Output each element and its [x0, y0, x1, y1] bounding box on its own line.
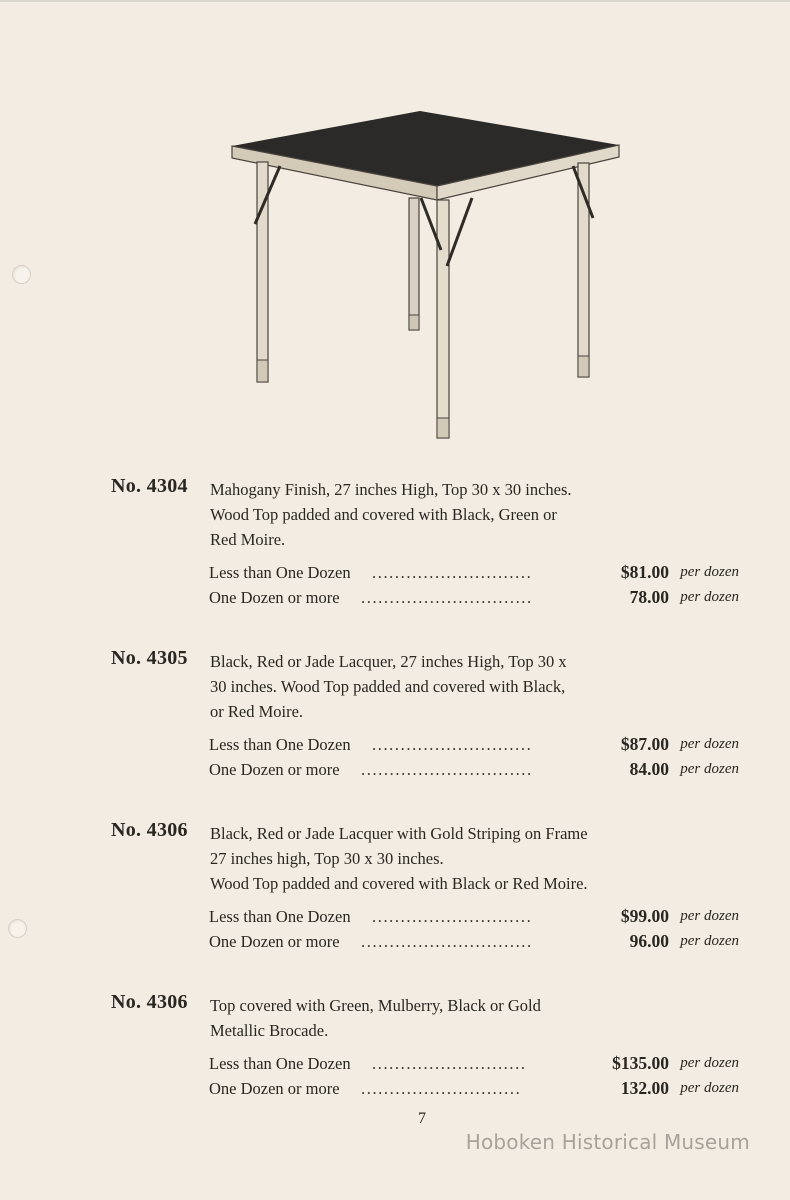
- price-unit: per dozen: [680, 736, 739, 752]
- description-line: Top covered with Green, Mulberry, Black or Gold: [210, 996, 541, 1015]
- price-label: Less than One Dozen: [209, 563, 351, 582]
- price-leader: ...........................: [372, 1054, 527, 1073]
- price-row-less-than-dozen: [209, 735, 739, 757]
- price-leader: ............................: [372, 563, 533, 582]
- folding-card-table-illustration: [225, 100, 630, 445]
- price-value: 84.00: [629, 759, 669, 779]
- price-value: 132.00: [620, 1078, 669, 1098]
- price-label: One Dozen or more: [209, 932, 340, 951]
- price-unit: per dozen: [680, 1055, 739, 1071]
- description-line: Wood Top padded and covered with Black, Green or: [210, 505, 557, 524]
- price-row-dozen-or-more: [209, 1079, 739, 1101]
- price-value: 78.00: [629, 587, 669, 607]
- description-line: Wood Top padded and covered with Black or Red Moire.: [210, 874, 588, 893]
- price-label: One Dozen or more: [209, 588, 340, 607]
- price-label: One Dozen or more: [209, 1079, 340, 1098]
- product-number: No. 4304: [111, 475, 188, 497]
- top-rule: [0, 0, 790, 2]
- price-unit: per dozen: [680, 761, 739, 777]
- product-description: [210, 649, 650, 724]
- museum-watermark: Hoboken Historical Museum: [465, 1130, 750, 1154]
- description-line: Metallic Brocade.: [210, 1021, 329, 1040]
- description-line: or Red Moire.: [210, 702, 304, 721]
- price-value: 96.00: [629, 931, 669, 951]
- price-row-less-than-dozen: [209, 907, 739, 929]
- product-number: No. 4305: [111, 647, 188, 669]
- price-leader: ............................: [372, 907, 533, 926]
- price-leader: ............................: [361, 1079, 522, 1098]
- price-leader: ..............................: [361, 588, 533, 607]
- product-number: No. 4306: [111, 991, 188, 1013]
- description-line: Red Moire.: [210, 530, 286, 549]
- price-label: Less than One Dozen: [209, 1054, 351, 1073]
- punch-hole-bottom: [8, 919, 27, 938]
- price-unit: per dozen: [680, 1080, 739, 1096]
- product-description: [210, 821, 650, 896]
- description-line: Mahogany Finish, 27 inches High, Top 30 x 30 inches.: [210, 480, 572, 499]
- price-unit: per dozen: [680, 564, 739, 580]
- price-value: $99.00: [620, 906, 669, 926]
- description-line: 27 inches high, Top 30 x 30 inches.: [210, 849, 444, 868]
- description-line: 30 inches. Wood Top padded and covered with Black,: [210, 677, 566, 696]
- price-value: $135.00: [612, 1053, 669, 1073]
- price-leader: ..............................: [361, 932, 533, 951]
- price-unit: per dozen: [680, 933, 739, 949]
- price-row-less-than-dozen: [209, 563, 739, 585]
- price-leader: ............................: [372, 735, 533, 754]
- price-row-less-than-dozen: [209, 1054, 739, 1076]
- product-number: No. 4306: [111, 819, 188, 841]
- price-label: Less than One Dozen: [209, 907, 351, 926]
- page-number: 7: [418, 1110, 426, 1127]
- product-description: [210, 477, 650, 552]
- price-row-dozen-or-more: [209, 588, 739, 610]
- punch-hole-top: [12, 265, 31, 284]
- product-description: [210, 993, 650, 1043]
- price-row-dozen-or-more: [209, 760, 739, 782]
- price-label: Less than One Dozen: [209, 735, 351, 754]
- price-leader: ..............................: [361, 760, 533, 779]
- price-label: One Dozen or more: [209, 760, 340, 779]
- price-value: $81.00: [620, 562, 669, 582]
- price-value: $87.00: [620, 734, 669, 754]
- description-line: Black, Red or Jade Lacquer, 27 inches High, Top 30 x: [210, 652, 567, 671]
- description-line: Black, Red or Jade Lacquer with Gold Striping on Frame: [210, 824, 588, 843]
- price-unit: per dozen: [680, 589, 739, 605]
- price-row-dozen-or-more: [209, 932, 739, 954]
- price-unit: per dozen: [680, 908, 739, 924]
